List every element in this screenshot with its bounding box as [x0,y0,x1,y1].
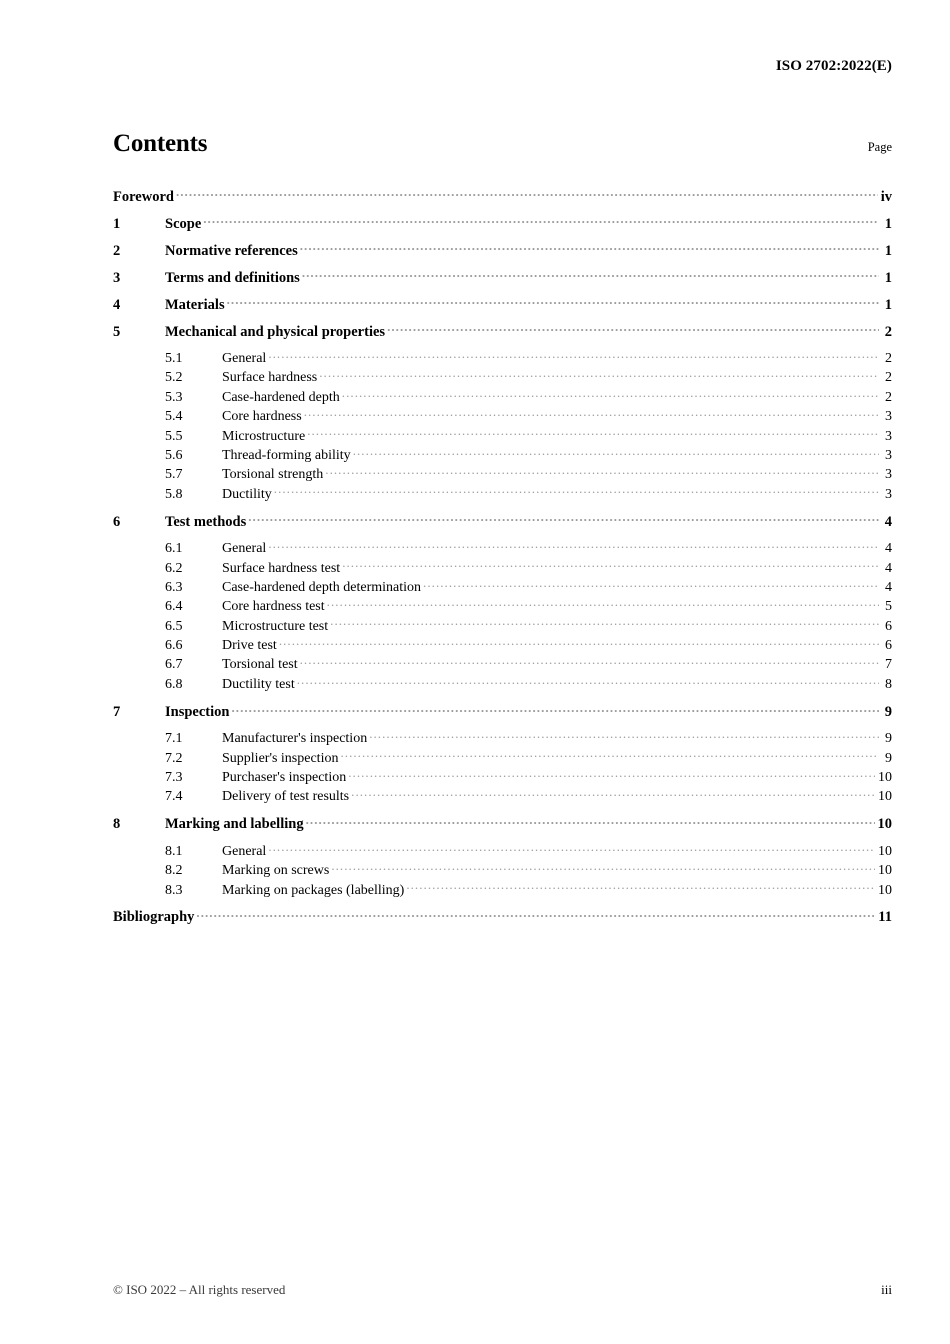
toc-entry-page-number: 3 [885,486,892,502]
toc-dot-leader [325,464,879,478]
toc-entry-page-number: 1 [884,215,892,232]
toc-entry-label: Purchaser's inspection [222,770,347,786]
toc-entry[interactable] [113,294,892,321]
toc-entry-label: Surface hardness [222,370,318,386]
toc-entry-page-number: 2 [885,389,892,405]
toc-dot-leader [248,511,879,526]
toc-entry-number: 8.3 [165,882,183,898]
toc-entry[interactable] [113,445,892,464]
toc-entry[interactable] [113,186,892,213]
toc-entry[interactable] [113,240,892,267]
toc-dot-leader [353,445,879,459]
toc-dot-leader [331,860,875,874]
toc-dot-leader [387,321,879,336]
toc-entry-page-number: 4 [884,513,892,530]
toc-dot-leader [268,841,875,855]
toc-dot-leader [423,577,879,591]
toc-entry[interactable] [113,596,892,615]
toc-entry-page-number: 8 [885,676,892,692]
toc-dot-leader [268,538,879,552]
toc-entry-label: Bibliography [113,909,195,926]
toc-dot-leader [279,635,879,649]
toc-entry-page-number: 2 [885,351,892,366]
toc-entry-number: 7.4 [165,789,183,805]
toc-entry-page-number: 2 [885,370,892,386]
toc-entry-label: Mechanical and physical properties [165,323,386,340]
toc-entry-page-number: 10 [878,770,892,786]
toc-entry-label: Marking and labelling [165,816,304,833]
toc-entry[interactable] [113,406,892,425]
toc-entry-number: 5.7 [165,467,183,483]
toc-entry-page-number: 10 [878,843,892,859]
toc-entry-label: Torsional test [222,657,298,673]
toc-entry[interactable] [113,348,892,367]
toc-entry-number: 5.6 [165,447,183,463]
table-of-contents [113,186,892,934]
toc-entry-page-number: 5 [885,599,892,615]
toc-entry-label: Thread-forming ability [222,447,351,463]
toc-entry-number: 8.1 [165,843,183,859]
toc-entry-label: Normative references [165,242,298,259]
toc-entry-page-number: iv [880,188,892,205]
toc-entry[interactable] [113,387,892,406]
toc-entry-number: 7 [113,703,121,720]
toc-entry-number: 5.5 [165,428,183,444]
toc-entry-number: 6.7 [165,657,183,673]
toc-entry-page-number: 4 [885,560,892,576]
toc-entry[interactable] [113,635,892,654]
toc-dot-leader [304,406,879,420]
toc-entry[interactable] [113,577,892,596]
toc-entry-number: 7.3 [165,770,183,786]
toc-dot-leader [274,484,879,498]
toc-entry-number: 6 [113,513,121,530]
toc-entry[interactable] [113,267,892,294]
toc-entry-number: 1 [113,215,121,232]
toc-dot-leader [319,367,879,381]
toc-entry-label: Ductility test [222,676,295,692]
toc-entry-page-number: 4 [885,579,892,595]
toc-entry-label: Terms and definitions [165,269,300,286]
toc-entry[interactable] [113,321,892,348]
toc-entry-number: 4 [113,296,121,313]
toc-entry-label: Case-hardened depth determination [222,579,422,595]
toc-entry-label: Manufacturer's inspection [222,731,368,747]
toc-entry-label: Marking on screws [222,863,330,879]
toc-entry-number: 5.2 [165,370,183,386]
toc-entry-label: Core hardness test [222,599,325,615]
toc-entry-label: General [222,843,267,859]
toc-entry[interactable] [113,674,892,693]
page-title: Contents [113,130,208,157]
toc-entry[interactable] [113,538,892,557]
copyright-notice: © ISO 2022 – All rights reserved [113,1282,286,1297]
toc-entry[interactable] [113,880,892,899]
toc-entry[interactable] [113,728,892,747]
toc-entry-label: General [222,541,267,557]
toc-entry-page-number: 3 [885,467,892,483]
toc-dot-leader [297,674,879,688]
toc-entry-page-number: 9 [885,750,892,766]
toc-entry-label: Torsional strength [222,467,324,483]
toc-entry-page-number: 10 [878,789,892,805]
contents-header-row [113,130,892,158]
toc-entry-label: Microstructure test [222,618,329,634]
toc-entry-page-number: 9 [885,731,892,747]
toc-entry-page-number: 1 [884,242,892,259]
toc-dot-leader [351,786,875,800]
toc-entry-label: Ductility [222,486,272,502]
toc-entry-page-number: 3 [885,409,892,425]
toc-entry[interactable] [113,367,892,386]
toc-entry-number: 7.1 [165,731,183,747]
toc-entry-page-number: 1 [884,269,892,286]
toc-dot-leader [196,907,875,922]
toc-entry[interactable] [113,511,892,538]
toc-entry-page-number: 11 [878,909,892,926]
toc-dot-leader [342,558,879,572]
toc-entry-page-number: 7 [885,657,892,673]
toc-dot-leader [327,596,879,610]
page-column-label: Page [867,140,892,154]
toc-entry-page-number: 10 [878,863,892,879]
toc-dot-leader [348,767,875,781]
toc-entry[interactable] [113,464,892,483]
toc-dot-leader [330,616,879,630]
toc-dot-leader [406,880,875,894]
toc-dot-leader [342,387,879,401]
toc-entry[interactable] [113,701,892,728]
toc-entry-label: Foreword [113,188,174,205]
toc-entry-label: Core hardness [222,409,302,425]
toc-entry-page-number: 6 [885,618,892,634]
toc-entry-number: 5.1 [165,351,183,366]
toc-dot-leader [176,186,878,201]
toc-entry[interactable] [113,654,892,673]
toc-dot-leader [302,267,879,282]
toc-entry[interactable] [113,484,892,503]
toc-entry-number: 6.8 [165,676,183,692]
toc-entry-page-number: 1 [884,296,892,313]
toc-entry[interactable] [113,786,892,805]
toc-entry[interactable] [113,558,892,577]
toc-entry-label: General [222,351,267,366]
toc-entry-page-number: 4 [885,541,892,557]
toc-entry-number: 6.6 [165,638,183,654]
toc-entry[interactable] [113,860,892,879]
toc-dot-leader [340,748,879,762]
toc-entry-label: Delivery of test results [222,789,350,805]
toc-entry[interactable] [113,616,892,635]
toc-entry[interactable] [113,814,892,841]
toc-entry-label: Inspection [165,703,230,720]
toc-entry-label: Drive test [222,638,277,654]
toc-entry-label: Microstructure [222,428,306,444]
document-header-reference: ISO 2702:2022(E) [775,58,892,74]
toc-entry-label: Marking on packages (labelling) [222,882,405,898]
toc-entry-number: 7.2 [165,750,183,766]
toc-entry-number: 5 [113,323,121,340]
toc-entry[interactable] [113,907,892,934]
toc-entry[interactable] [113,767,892,786]
toc-entry-number: 6.2 [165,560,183,576]
toc-dot-leader [203,213,879,228]
toc-entry-number: 6.5 [165,618,183,634]
toc-dot-leader [268,348,879,362]
toc-entry-number: 6.4 [165,599,183,615]
toc-entry-number: 2 [113,242,121,259]
toc-entry[interactable] [113,748,892,767]
document-footer [113,1282,892,1298]
toc-entry-page-number: 10 [877,816,892,833]
toc-dot-leader [369,728,879,742]
toc-dot-leader [306,814,875,829]
toc-entry-page-number: 9 [884,703,892,720]
toc-entry-label: Case-hardened depth [222,389,340,405]
toc-entry-number: 8.2 [165,863,183,879]
toc-entry-label: Supplier's inspection [222,750,339,766]
toc-entry-number: 3 [113,269,121,286]
toc-entry[interactable] [113,426,892,445]
toc-entry-label: Test methods [165,513,247,530]
toc-entry-number: 6.3 [165,579,183,595]
toc-entry-number: 6.1 [165,541,183,557]
toc-dot-leader [300,240,879,255]
toc-entry-number: 5.8 [165,486,183,502]
toc-entry-number: 8 [113,816,121,833]
toc-entry[interactable] [113,841,892,860]
toc-entry-page-number: 6 [885,638,892,654]
toc-entry[interactable] [113,213,892,240]
toc-dot-leader [227,294,879,309]
footer-page-number: iii [881,1282,892,1297]
toc-entry-page-number: 2 [884,323,892,340]
toc-entry-number: 5.3 [165,389,183,405]
toc-entry-page-number: 3 [885,447,892,463]
toc-entry-page-number: 10 [878,882,892,898]
toc-entry-number: 5.4 [165,409,183,425]
toc-dot-leader [307,426,879,440]
toc-entry-label: Materials [165,296,225,313]
toc-dot-leader [300,654,879,668]
toc-entry-page-number: 3 [885,428,892,444]
toc-dot-leader [231,701,879,716]
toc-entry-label: Scope [165,215,202,232]
toc-entry-label: Surface hardness test [222,560,341,576]
